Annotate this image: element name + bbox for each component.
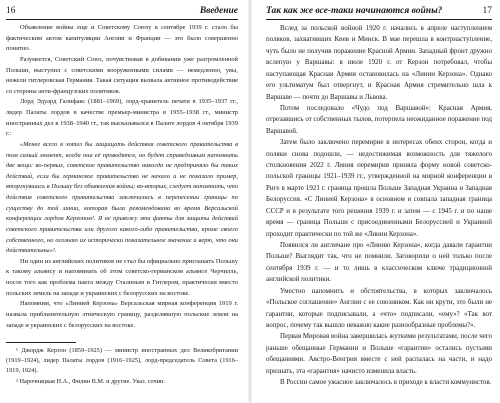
paragraph: Ни один из английских политиков не стал бы официально приглашать Польшу к такому альянсу и напоминать об этом советско-германском альянсе Черчилль, после того как проблема пакта между Сталиным и Гитлером, практически вместо польских земель на западе и украинских с белорусских на востоке. [6,257,238,297]
paragraph: Объявление войны еще и Советскому Союзу в сентябре 1939 г. стало бы фактическим актом капитуляции Англии и Франции — это было совершенно понятно. [6,24,238,53]
paragraph: Вслед за польской войной 1920 г. начались в апреле наступлением поляков, захвативших Киев и Минск. В мае перешла в контрнаступление, чуть было не получив поражение Красной Армии. Западный фронт дружно вслепую у Варшавы: в июле 1920 г. от Керзон потребовал, чтобы наступающая Красная Армия остановилась на «Линии Керзона». Однако его ультиматум был отвергнут, и Красная Армия стремительно шла к Варшаве — почти до Варшавы и Львова. [266,24,492,101]
running-head: Так как же все-таки начинаются войны? [266,6,443,16]
paragraph: Первая Мировая война завершилась жуткими результатами, после чего раньше обещанные Германии и Польше «гарантии» остались пустыми обещаниями. Австро-Венгрия вместе с ней распалась на части, и надо признать, эта «гарантия» начисто изменила власть. [266,332,492,375]
running-head: Введение [199,6,238,16]
paragraph: Лорд Эдуард Галифакс (1881–1969), лорд-хранитель печати в 1935–1937 гг., лидер Палаты лордов в качестве премьер-министра в 1955–1938 гг., министр иностранных дел в 1938–1940 гг., так высказывался в Палате лордов 4 октября 1939 г.: [6,98,238,138]
paragraph: Появился ли англичане про «Линию Керзона», когда давали гарантии Польше? Выглядит так, что не помнили. Заговорили о ней только после сентября 1939 г. — и то лишь в классическом ключе традиционной английской политики. [266,241,492,284]
footnotes [6,346,238,387]
paragraph: В России самое ужасное заключалось в приходе к власти коммунистов. [280,378,492,387]
right-page-header [266,4,492,18]
header-rule [6,19,238,20]
footnote-separator [6,342,76,343]
quotation: «Менее всего я хотел бы защищать действия советского правительства в том самый момент, когда они её проводятся, но будет справедливым напомнить две вещи: во-первых, советское правительство никогда не предприняло бы таких действий, если бы германское правительство не начало и не показало пример, вторгнувшись в Польшу без объявления войны; во-вторых, следует напомнить, что действия советского правительства заключались в перенесении границы по существу до той линии, которая была рекомендована во время Версальской конференции лордом Керзоном¹. Я не привожу эти факты для защиты действий советского правительства или другого какого-либо правительства, кроме своего собственного, но осознаю их исторически показательное значение и верю, что они действительны»². [6,140,238,255]
left-page-header [6,4,238,18]
paragraph: Напомним, что «Линией Керзона» Версальская мирная конференция 1919 г. назвала приблизительную этническую границу, разделявшую польские земли на западе и украинских с белорусских на востоке. [6,300,238,329]
page-number: 17 [482,6,492,16]
paragraph: Разумеется, Советский Союз, почувствовав в добивании уже разгромленной Польши, выступил с советскими вооруженными силами — немедленно, увы, нежели гитлеровская Германия. Такая ситуация вызвала активное противодействие со стороны анти-французских политиков. [6,55,238,95]
paragraph: Затем было заключено перемирие в интересах обеих сторон, когда и поляки снова подошли, — недостижимая возможность для тяжелого столкновения 2022 г. Линия перемирия приняла форму новой советско-польской границы 1921–1939 гг., утвержденной на мирной конференции в Риге в марте 1921 г. граница прошла Польше Западная Украина и Западная Белоруссия. «С Линией Керзона» в основном и совпала западная граница СССР и в результате того решения 1939 г. и затем — с 1945 г. и по наше время — граница Польши с присоединенными Белоруссией и Украиной проходит практически по той же «Линии Керзона». [266,138,492,238]
right-page [250,0,500,403]
page-number: 16 [6,6,16,16]
paragraph: Потом последовало «Чудо под Варшавой»: Красная Армия, отрезавшись от собственных тылов, потерпела неожиданное поражение под Варшавой. [266,103,492,135]
footnote: ¹ Джордж Керзон (1859–1925) — министр иностранных дел Великобритании (1919–1924), лидер Палаты лордов (1916–1925), лорд-председатель Совета (1916–1919, 1924). [6,347,238,375]
paragraph: Уместно напомнить и обстоятельства, в которых заключалось «Польское соглашение» Англии с ее союзником. Как ни крути, это были не гарантии, которые подписывали, а «что» подписали, «ему»? «Так вот вопрос, почему так вышло неважно какие разнообразные проблемы?». [266,286,492,329]
left-page-body [6,23,238,331]
footnote: ² Нарочницкая Н.А., Филин В.М. и другие. Указ. сочин. [16,377,165,385]
header-rule [266,19,492,20]
right-page-body [266,23,492,389]
